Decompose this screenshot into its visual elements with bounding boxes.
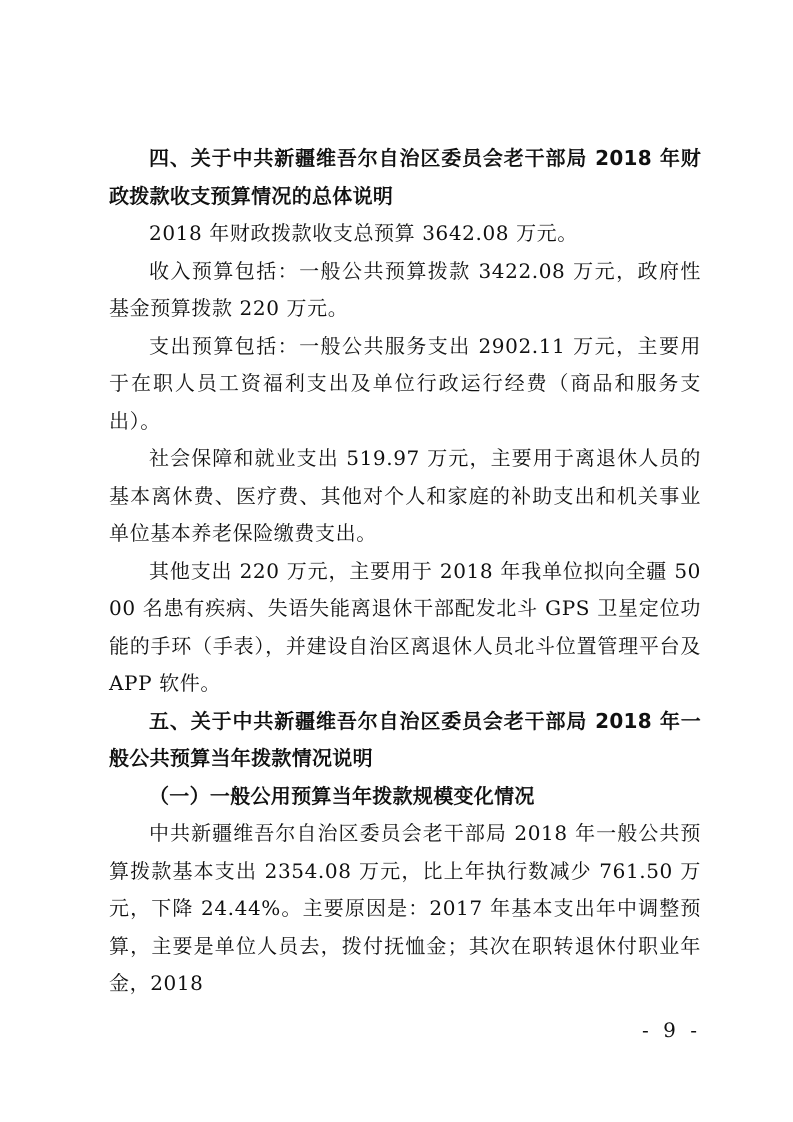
section-5-heading: 五、关于中共新疆维吾尔自治区委员会老干部局 2018 年一般公共预算当年拨款情况说明	[109, 708, 701, 770]
section-4-paragraph-income: 收入预算包括：一般公共预算拨款 3422.08 万元，政府性基金预算拨款 220 万元。	[109, 258, 701, 320]
section-5-subheading: （一）一般公用预算当年拨款规模变化情况	[149, 783, 535, 808]
document-body	[109, 140, 701, 1003]
section-4-paragraph-other-expenditure: 其他支出 220 万元，主要用于 2018 年我单位拟向全疆 5000 名患有疾病、失语失能离退休干部配发北斗 GPS 卫星定位功能的手环（手表），并建设自治区离退休人员北斗位置管理平台及 APP 软件。	[109, 558, 701, 695]
page-number: - 9 -	[642, 1018, 701, 1042]
section-5-paragraph-basic-expenditure: 中共新疆维吾尔自治区委员会老干部局 2018 年一般公共预算拨款基本支出 2354.08 万元，比上年执行数减少 761.50 万元，下降 24.44%。主要原因是：2017 年基本支出年中调整预算，主要是单位人员去，拨付抚恤金；其次在职转退休付职业年金，2018	[109, 821, 701, 995]
section-4-paragraph-expenditure: 支出预算包括：一般公共服务支出 2902.11 万元，主要用于在职人员工资福利支出及单位行政运行经费（商品和服务支出）。	[109, 333, 701, 433]
section-4-paragraph-social-security: 社会保障和就业支出 519.97 万元，主要用于离退休人员的基本离休费、医疗费、其他对个人和家庭的补助支出和机关事业单位基本养老保险缴费支出。	[109, 446, 701, 545]
section-4-paragraph-total-budget: 2018 年财政拨款收支总预算 3642.08 万元。	[149, 221, 578, 245]
section-4-heading: 四、关于中共新疆维吾尔自治区委员会老干部局 2018 年财政拨款收支预算情况的总体说明	[109, 146, 701, 208]
